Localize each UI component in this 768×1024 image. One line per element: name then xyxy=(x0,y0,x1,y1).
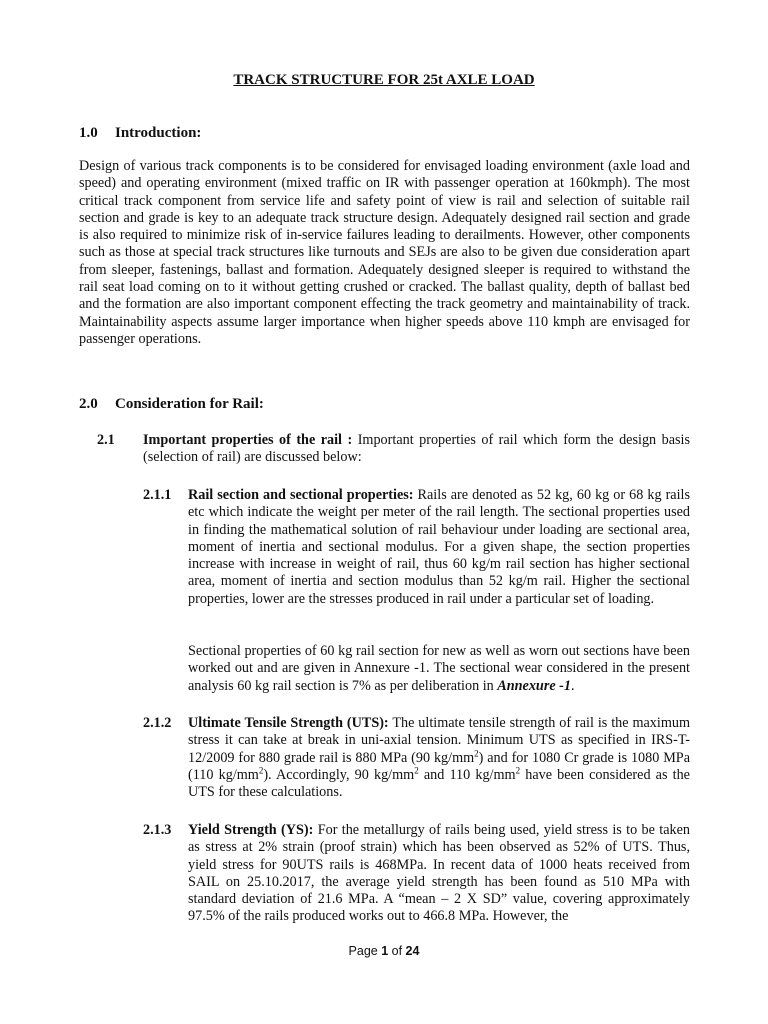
introduction-paragraph: Design of various track components is to be considered for envisaged loading environment (axle load and speed) and operating environment (mixed traffic on IR with passenger operation at 160kmph). The most critical track component from service life and safety point of view is rail and selection of suitable rail section and grade is key to an adequate track structure design. Adequately designed rail section and grade is also required to minimize risk of in-service failures leading to derailments. However, other components such as those at special track structures like turnouts and SEJs are also to be given due consideration apart from sleeper, fastenings, ballast and formation. Adequately designed sleeper is required to withstand the rail seat load coming on to it without getting crushed or cracked. The ballast quality, depth of ballast bed and the formation are also important component effecting the track geometry and maintainability of track. Maintainability aspects assume larger importance when higher speeds above 110 kmph are envisaged for passenger operations. xyxy=(79,158,690,347)
section-title: Consideration for Rail: xyxy=(115,396,264,412)
subsection-2-1-3-paragraph xyxy=(188,822,690,926)
subsection-2-1-paragraph xyxy=(143,432,690,467)
subsection-2-1-2-paragraph xyxy=(188,715,690,801)
page-of-label: of xyxy=(388,944,406,958)
subsection-title: Important properties of the rail : xyxy=(143,432,353,448)
superscript: 2 xyxy=(474,747,479,758)
document-title: TRACK STRUCTURE FOR 25t AXLE LOAD xyxy=(233,72,535,88)
superscript: 2 xyxy=(258,765,264,776)
subsection-title: Ultimate Tensile Strength (UTS): xyxy=(188,715,389,731)
section-number: 1.0 xyxy=(79,125,98,141)
paragraph-text: ) and for 1080 Cr grade is 1080 MPa (110 kg/mm xyxy=(188,749,690,783)
page-footer xyxy=(0,944,768,958)
total-page-count: 24 xyxy=(405,944,420,958)
period: . xyxy=(571,677,575,694)
section-number: 2.0 xyxy=(79,396,98,412)
superscript: 2 xyxy=(515,765,521,776)
current-page-number: 1 xyxy=(381,944,389,958)
section-heading-introduction xyxy=(79,125,201,142)
subsection-2-1-1-paragraph xyxy=(188,487,690,608)
paragraph-text: The ultimate tensile strength of rail is the maximum stress it can take at break in uni-axial tension. Minimum UTS as specified in IRS-T-12/2009 for 880 grade rail is 880 MPa (90 kg/mm xyxy=(188,715,690,766)
subsection-title: Rail section and sectional properties: xyxy=(188,487,414,503)
section-title: Introduction: xyxy=(115,125,202,141)
paragraph-text: have been considered as the UTS for these calculations. xyxy=(188,766,690,801)
subsection-body: Important properties of rail which form the design basis (selection of rail) are discussed below: xyxy=(143,432,690,466)
subsection-number-2-1: 2.1 xyxy=(97,432,115,448)
subsection-title: Yield Strength (YS): xyxy=(188,822,314,838)
subsection-number-2-1-1: 2.1.1 xyxy=(143,487,172,503)
subsection-body: For the metallurgy of rails being used, yield stress is to be taken as stress at 2% strain (proof strain) which has been observed as 52% of UTS. Thus, yield stress for 90UTS rails is 468MPa. In recent data of 1000 heats received from SAIL on 25.10.2017, the average yield strength has been found as 510 MPa with standard deviation of 21.6 MPa. A “mean – 2 X SD” value, covering approximately 97.5% of the rails produced works out to 466.8 MPa. However, the xyxy=(188,822,690,925)
paragraph-text: Sectional properties of 60 kg rail section for new as well as worn out sections have been worked out and are given in Annexure -1. The sectional wear considered in the present analysis 60 kg rail section is 7% as per deliberation in xyxy=(188,643,690,694)
subsection-number-2-1-2: 2.1.2 xyxy=(143,715,172,731)
superscript: 2 xyxy=(414,765,419,776)
annexure-reference: Annexure -1 xyxy=(497,677,572,694)
page-label: Page xyxy=(348,944,382,958)
subsection-number-2-1-3: 2.1.3 xyxy=(143,822,172,838)
section-heading-rail xyxy=(79,396,264,413)
paragraph-text: ). Accordingly, 90 kg/mm xyxy=(263,766,415,783)
subsection-body: Rails are denoted as 52 kg, 60 kg or 68 kg rails etc which indicate the weight per meter of the rail length. The sectional properties used in finding the mathematical solution of rail behaviour under loading are sectional area, moment of inertia and sectional modulus. For a given shape, the section properties increase with increase in weight of rail, thus 60 kg/m rail section has higher sectional area, moment of inertia and section modulus than 52 kg/m rail. Higher the sectional properties, lower are the stresses produced in rail under a particular set of loading. xyxy=(188,487,690,607)
paragraph-text: and 110 kg/mm xyxy=(418,766,516,783)
subsection-2-1-1-paragraph-2 xyxy=(188,643,690,695)
